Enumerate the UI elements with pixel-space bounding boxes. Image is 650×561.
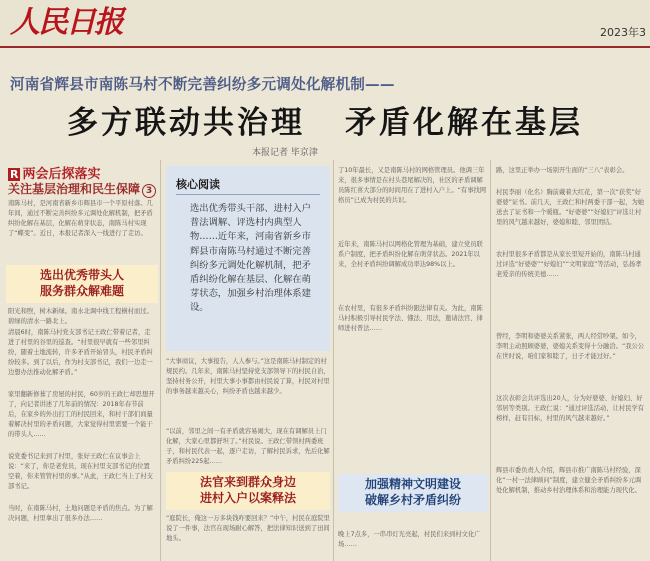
core-reading-box [166,166,330,351]
paragraph: 了10年最长，又是南陈马村的网格管理员。他调三年来，很多事情是在村头巷尾解决的，社区的矛盾调解员陈红喜大部分的时间用在了进村入户上。“有事找网格员”已成为村民的共识。 [338,167,487,204]
paragraph: 路，这里正举办一场别开生面的“三八”表彰会。 [496,167,629,174]
core-reading-text: 选出优秀带头干部、进村入户普法调解、评选村内典型人物……近年来，河南省新乡市辉县市南陈马村通过不断完善纠纷多元调处化解机制，把矛盾纠纷化解在基层、化解在萌芽状态，加强乡村治理体系建设。 [190,203,311,314]
column-divider [160,160,161,561]
paragraph: “以前，邻里之间一有矛盾就容易闹大，现在有调解员上门化解，大家心里都舒坦了。”村民说。王政仁带领村两委班子，和村民代表一起，逐户走访，了解村民诉求，先后化解矛盾纠纷225起…… [166,428,330,465]
paragraph: 曾经，李明和婆婆关系紧张，两人经常吵架。如今，李明主动照顾婆婆，婆媳关系变得十分融洽。“我公公在世时说，咱们家和睦了，日子才能过好。” [496,333,645,360]
paragraph: 农村里很多矛盾都是从家长里短开始的，南陈马村通过评选“好婆婆”“好媳妇”“文明家庭”等活动，弘扬孝老爱亲的传统美德…… [496,251,642,278]
paragraph: 清晨6时，南陈马村党支部书记王政仁带着记者，走进了村里的谷里的巡查。“村里很早就有一些邻里纠纷，随着土地流转，许多矛盾开始冒头，村民矛盾纠纷较多。到了以后，作为村支部书记，我们一边走一边想办法推动化解矛盾。” [8,329,153,376]
paragraph: 村民李丽（化名）胸前戴着大红花，第一次“获奖”好婆婆”证书。前几天，王政仁和村两委干部一起，为她送去了证书和一个暖瓶。“好婆婆”“好媳妇”评选让村里的风气越来越好，婆媳和睦、邻里团结。 [496,189,645,226]
newspaper-logo: 人民日报 [10,5,122,40]
series-number: 3 [142,184,156,198]
section-heading-1 [6,265,158,303]
core-reading-title: 核心阅读 [176,178,220,191]
paragraph: 这次表彰会共评选出20人，分为好婆婆、好媳妇、好邻居等类别。王政仁说：“通过评选活动，让村民学有榜样，赶有目标，村里的风气越来越好。” [496,395,645,422]
column-divider [333,160,334,561]
paragraph: “庭院长，俺这一万多块钱咋要回来？”中午，村民在庭院里说了一件事，法官在现场耐心解答，把法律知识送到了田间地头。 [166,515,330,542]
paragraph: 辉县市委负责人介绍，辉县市推广南陈马村经验，深化“一村一法律顾问”制度，建立健全矛盾纠纷多元调处化解机制，推动乡村治理体系和治理能力现代化。 [496,467,642,494]
section-heading-3 [338,474,488,512]
section-heading-2-line1: 法官来到群众身边 [199,475,296,489]
masthead-rule [0,46,650,48]
section-heading-2 [166,472,330,510]
section-heading-2-line2: 进村入户以案释法 [199,491,296,505]
column-subtitle-text: 关注基层治理和民生保障 [8,182,141,196]
byline: 本报记者 毕京津 [252,148,318,158]
core-reading-rule [176,194,320,195]
paragraph: 晚上7点多，一串串灯光亮起，村民们来到村文化广场…… [338,531,481,548]
kicker: 河南省辉县市南陈马村不断完善纠纷多元调处化解机制—— [10,76,395,93]
column-divider [490,160,491,561]
section-heading-3-line2: 破解乡村矛盾纠纷 [364,493,461,507]
section-heading-3-line1: 加强精神文明建设 [364,477,461,491]
column-tag-title: 两会后探落实 [22,167,101,182]
paragraph: “大事商议，大事报告，人人参与。”这是南陈马村制定的村规民约。几年来，南陈马村坚持党支部领导下的村民自治，坚持村务公开，村里大事小事都由村民说了算，村民对村里的事务越来越关心，纠纷矛盾也越来越少。 [166,358,330,395]
headline [0,97,650,142]
paragraph: 说党委书记来到了村里，张好王政仁在议事会上说：“来了，你是老党员，现在村里支部书记的位置空着，你来管管村里的事。”从此，王政仁当上了村支部书记。 [8,453,153,490]
column-tag-logo: R [10,168,19,181]
headline-part2: 矛盾化解在基层 [345,105,583,141]
column-subtitle [8,180,156,198]
section-heading-1-line2: 服务群众解难题 [39,284,124,298]
paragraph: 在农村里，有很多矛盾纠纷跟法律有关。为此，南陈马村积极引导村民学法、懂法、用法，邀请法官、律师进村普法…… [338,305,483,332]
section-heading-1-line1: 选出优秀带头人 [39,268,124,282]
headline-part1: 多方联动共治理 [67,105,305,141]
paragraph: 当时，在南陈马村，土地问题是矛盾的焦点。为了解决问题，村里拿出了很多办法…… [8,505,153,522]
paragraph: 家里翻新修葺了房屋的村民，60岁的王政仁却思想开了，向记者讲述了几年前的情况：2018年春节前后，在家乡的外出打工的村民回来，和村干部们商量着解决村里的矛盾问题，大家觉得村里需要一个能干的带头人…… [8,391,155,438]
intro-paragraph: 南陈马村，是河南省新乡市辉县市一个平原村落。几年间，通过不断完善纠纷多元调处化解机制，把矛盾纠纷化解在基层，化解在萌芽状态，南陈马村实现了“蝶变”。近日，本报记者深入一线进行了走访。 [8,200,153,237]
masthead [0,0,650,46]
paragraph: 近年来，南陈马村以网格化管理为基础，建立党员联系户制度，把矛盾纠纷化解在萌芽状态。2021年以来，全村矛盾纠纷调解成功率达98%以上。 [338,241,483,268]
publication-date: 2023年3 [600,26,646,39]
paragraph: 阳光和煦，树木新绿。南水北调中线工程横村而过。碧绿的清水一路北上。 [8,308,153,325]
